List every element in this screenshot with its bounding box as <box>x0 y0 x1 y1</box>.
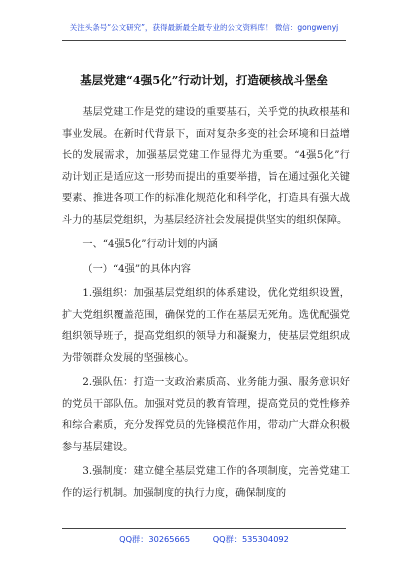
footer-divider <box>62 528 346 529</box>
footer-qq-group-1: QQ群：30265665 <box>119 534 191 544</box>
section-heading-1: 一、“4强5化”行动计划的内涵 <box>82 239 218 250</box>
header-note: 关注头条号“公文研究”，获得最新最全最专业的公文资料库！ 微信：gongwenyj <box>69 23 339 32</box>
document-body <box>62 102 350 504</box>
document-title: 基层党建“4强5化”行动计划，打造硬核战斗堡垒 <box>80 73 328 87</box>
footer-contacts <box>0 534 408 545</box>
subsection-heading-1: （一）“4强”的具体内容 <box>82 263 191 275</box>
footer-qq-group-2: QQ群：535304092 <box>212 534 289 544</box>
paragraph-strong-organization: 1.强组织：加强基层党组织的体系建设，优化党组织设置，扩大党组织覆盖范围，确保党的工作在基层无死角。选优配强党组织领导班子，提高党组织的领导力和凝聚力，使基层党组织成为带领群众发展的坚强核心。 <box>62 288 350 364</box>
paragraph-strong-system: 3.强制度：建立健全基层党建工作的各项制度，完善党建工作的运行机制。加强制度的执行力度，确保制度的 <box>62 466 350 499</box>
paragraph-strong-team: 2.强队伍：打造一支政治素质高、业务能力强、服务意识好的党员干部队伍。加强对党员的教育管理，提高党员的党性修养和综合素质，充分发挥党员的先锋模范作用，带动广大群众积极参与基层建设。 <box>62 377 350 453</box>
header-divider <box>62 40 346 41</box>
paragraph-intro: 基层党建工作是党的建设的重要基石，关乎党的执政根基和事业发展。在新时代背景下，面对复杂多变的社会环境和日益增长的发展需求，加强基层党建工作显得尤为重要。“4强5化”行动计划正是适应这一形势而提出的重要举措，旨在通过强化关键要素、推进各项工作的标准化规范化和科学化，打造具有强大战斗力的基层党组织，为基层经济社会发展提供坚实的组织保障。 <box>62 107 350 226</box>
